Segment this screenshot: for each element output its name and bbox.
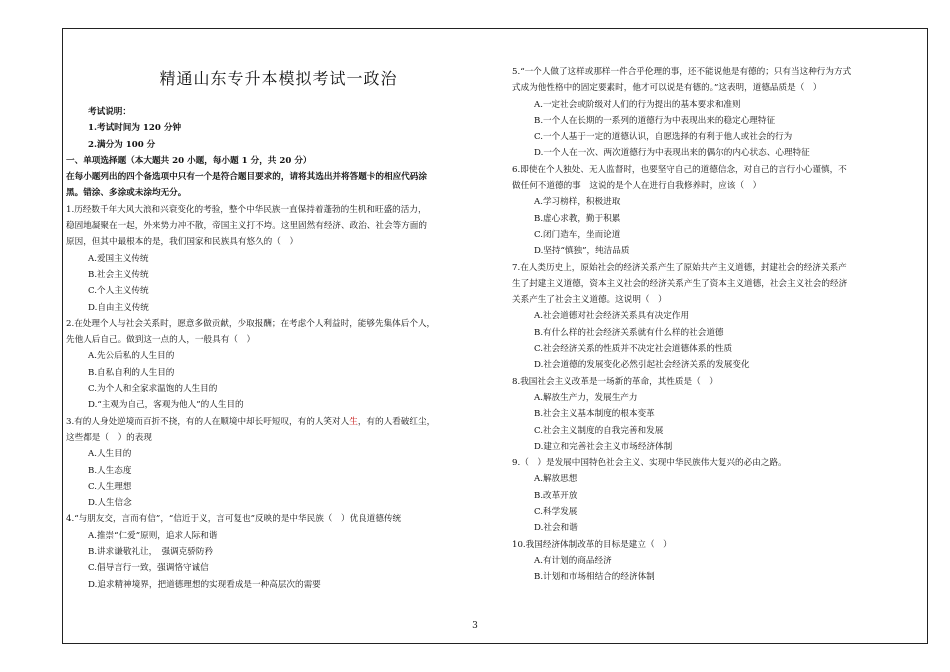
right-column-line: B.改革开放	[534, 490, 578, 501]
left-column-line: D.追求精神境界，把道德理想的实现看成是一种高层次的需要	[88, 579, 321, 590]
left-column-line: D.自由主义传统	[88, 302, 149, 313]
left-column-line: 先他人后自己。做到这一点的人，一般具有（ ）	[66, 335, 256, 346]
left-column-line: A.先公后私的人生目的	[88, 351, 175, 362]
left-column-line: B.自私自利的人生目的	[88, 367, 175, 378]
left-column-line: D.“主观为自己，客观为他人”的人生目的	[88, 400, 244, 411]
right-column-line: 10.我国经济体制改革的目标是建立（ ）	[512, 539, 672, 550]
right-column-line: 关系产生了社会主义道德。这说明（ ）	[512, 295, 667, 306]
left-column-line: B.人生态度	[88, 465, 132, 476]
left-column-line: A.人生目的	[88, 449, 132, 460]
left-column-line: 2.满分为 100 分	[88, 139, 156, 150]
left-column-line: C.个人主义传统	[88, 286, 149, 297]
page-title: 精通山东专升本模拟考试一政治	[159, 69, 398, 88]
right-column-line: B.有什么样的社会经济关系就有什么样的社会道德	[534, 327, 724, 338]
left-column-line: C.倡导言行一致，强调恪守诚信	[88, 563, 209, 574]
right-column-line: A.社会道德对社会经济关系具有决定作用	[534, 311, 690, 322]
right-column-line: D.建立和完善社会主义市场经济体制	[534, 441, 673, 452]
right-column-line: 生了封建主义道德，资本主义社会的经济关系产生了资本主义道德，社会主义社会的经济	[512, 278, 848, 289]
left-column-line: A.推崇“仁爱”原则，追求人际和谐	[88, 530, 218, 541]
left-column-line: C.为个人和全家求温饱的人生目的	[88, 384, 218, 395]
left-column-line: 2.在处理个人与社会关系时，愿意多做贡献，少取报酬；在考虑个人利益时，能够先集体后个人，	[66, 318, 436, 329]
right-column-line: A.解放思想	[534, 474, 578, 485]
right-column-line: C.社会经济关系的性质并不决定社会道德体系的性质	[534, 344, 733, 355]
left-column-line: 这些都是（ ）的表现	[66, 432, 152, 443]
left-column-line: 3.有的人身处逆境而百折不挠，有的人在顺境中却长吁短叹，有的人笑对人生，有的人看破红尘，	[66, 416, 436, 427]
left-column-line: D.人生信念	[88, 498, 132, 509]
left-column-line: 一、单项选择题（本大题共 20 小题，每小题 1 分，共 20 分）	[66, 155, 312, 166]
right-column-line: 做任何不道德的事 这说的是个人在进行自我修养时，应该（ ）	[512, 181, 762, 192]
right-column-line: 6.即使在个人独处、无人监督时，也要坚守自己的道德信念，对自己的言行小心谨慎，不	[512, 164, 847, 175]
left-column-line: 1.考试时间为 120 分钟	[88, 123, 182, 134]
left-column-line: B.讲求谦敬礼让， 强调克骄防矜	[88, 547, 214, 558]
left-column-line: A.爱国主义传统	[88, 253, 149, 264]
right-column-line: 8.我国社会主义改革是一场新的革命，其性质是（ ）	[512, 376, 718, 387]
right-column-line: D.社会道德的发展变化必然引起社会经济关系的发展变化	[534, 360, 750, 371]
right-column-line: B.虚心求教，勤于积累	[534, 213, 621, 224]
right-column-line: A.有计划的商品经济	[534, 555, 612, 566]
right-column-line: C.科学发展	[534, 507, 578, 518]
right-column-line: C.社会主义制度的自我完善和发展	[534, 425, 664, 436]
left-column-line: 在每小题列出的四个备选项中只有一个是符合题目要求的，请将其选出并将答题卡的相应代码涂	[66, 172, 427, 183]
page-number: 3	[472, 621, 478, 631]
right-column-line: A.一定社会或阶级对人们的行为提出的基本要求和准则	[534, 99, 741, 110]
right-column-line: B.计划和市场相结合的经济体制	[534, 572, 655, 583]
right-column-line: A.学习榜样，积极进取	[534, 197, 621, 208]
right-column-line: D.坚持“慎独”，纯洁品质	[534, 246, 630, 257]
right-column-line: B.一个人在长期的一系列的道德行为中表现出来的稳定心理特征	[534, 115, 776, 126]
left-column-line: 原因，但其中最根本的是，我们国家和民族具有悠久的（ ）	[66, 237, 299, 248]
left-column-line: 稳固地凝聚在一起，外来势力冲不散，帝国主义打不垮。这里固然有经济、政治、社会等方面的	[66, 221, 427, 232]
right-column	[512, 64, 924, 586]
right-column-line: 5.“一个人做了这样或那样一件合乎伦理的事，还不能说他是有德的；只有当这种行为方式	[512, 67, 852, 77]
right-column-line: 式成为他性格中的固定要素时，他才可以说是有德的。”这表明，道德品质是（ ）	[512, 83, 822, 94]
left-column-line: B.社会主义传统	[88, 269, 149, 280]
right-column-line: 9.（ ）是发展中国特色社会主义、实现中华民族伟大复兴的必由之路。	[512, 458, 787, 469]
right-column-line: C.闭门造车，坐而论道	[534, 229, 621, 240]
right-column-line: 7.在人类历史上，原始社会的经济关系产生了原始共产主义道德，封建社会的经济关系产	[512, 262, 847, 273]
left-column-line: 1.历经数千年大风大浪和兴衰变化的考验，整个中华民族一直保持着蓬勃的生机和旺盛的活力，	[66, 204, 427, 215]
left-column-line: 黑。错涂、多涂或未涂均无分。	[66, 188, 187, 199]
left-column	[66, 104, 491, 593]
left-column-line: 4.“与朋友交，言而有信”，“信近于义，言可复也”反映的是中华民族（ ）优良道德传统	[66, 514, 402, 525]
right-column-line: D.社会和谐	[534, 523, 578, 534]
right-column-line: A.解放生产力，发展生产力	[534, 392, 638, 403]
left-column-line: C.人生理想	[88, 481, 132, 492]
right-column-line: B.社会主义基本制度的根本变革	[534, 409, 655, 420]
right-column-line: C.一个人基于一定的道德认识，自愿选择的有利于他人或社会的行为	[534, 132, 793, 143]
left-column-line: 考试说明：	[88, 107, 131, 117]
right-column-line: D.一个人在一次、两次道德行为中表现出来的偶尔的内心状态、心理特征	[534, 148, 810, 159]
